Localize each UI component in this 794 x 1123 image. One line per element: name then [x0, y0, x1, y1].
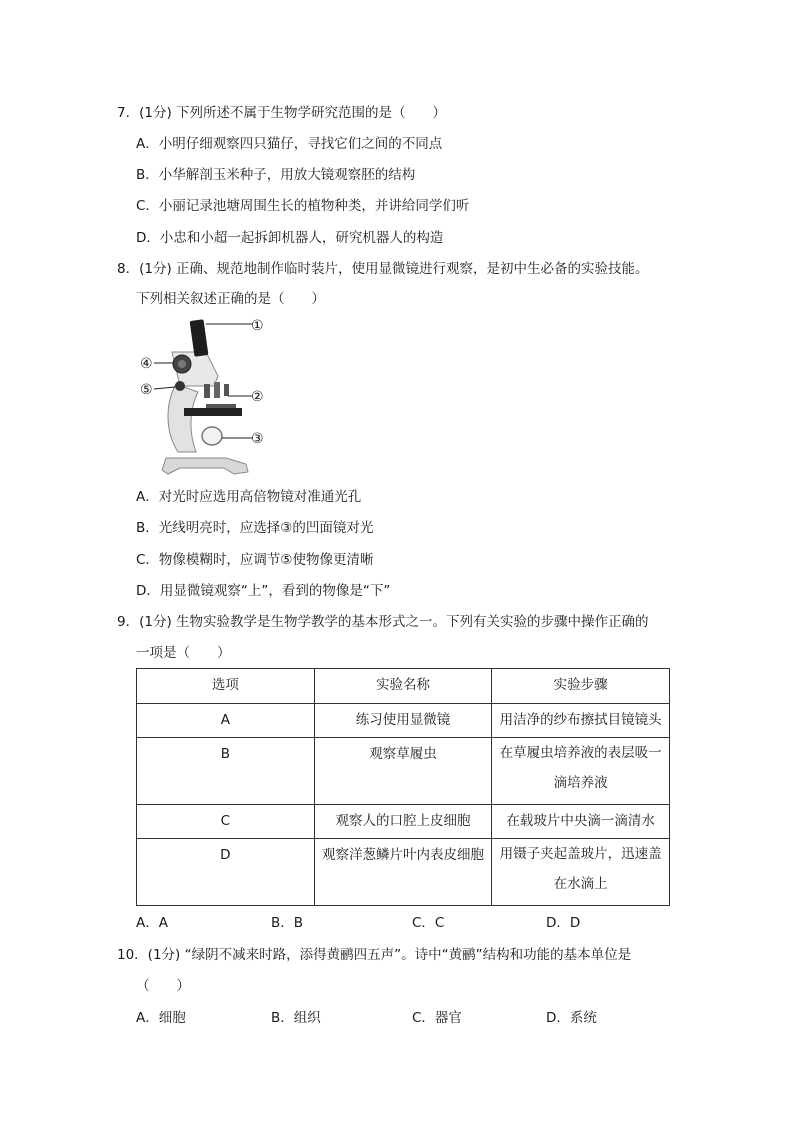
question-9-option-d: D．D [546, 915, 581, 931]
question-9-option-a: A．A [136, 915, 168, 931]
table-cell: C [137, 805, 315, 839]
table-cell: B [137, 738, 315, 805]
question-10-option-d: D．系统 [546, 1010, 597, 1026]
table-header-row [137, 669, 670, 704]
table-cell: 观察人的口腔上皮细胞 [314, 805, 492, 839]
question-7-option-d: D．小忠和小超一起拆卸机器人，研究机器人的构造 [136, 230, 444, 246]
question-8-option-b: B．光线明亮时，应选择③的凹面镜对光 [136, 520, 374, 536]
table-cell [492, 839, 670, 906]
question-9-option-b: B．B [271, 915, 304, 931]
table-header-cell: 实验步骤 [492, 669, 670, 704]
question-7-option-c: C．小丽记录池塘周围生长的植物种类，并讲给同学们听 [136, 198, 470, 214]
table-row [137, 704, 670, 738]
question-10-option-b: B．组织 [271, 1010, 321, 1026]
table-cell: 观察草履虫 [314, 738, 492, 805]
table-cell [492, 738, 670, 805]
label-2: ② [251, 389, 264, 405]
question-8-option-d: D．用显微镜观察“上”，看到的物像是“下” [136, 583, 391, 599]
table-cell-line: 在水滴上 [553, 876, 608, 892]
question-8-option-c: C．物像模糊时，应调节⑤使物像更清晰 [136, 552, 374, 568]
question-10-option-a: A．细胞 [136, 1010, 186, 1026]
table-row [137, 738, 670, 805]
question-9-option-c: C．C [412, 915, 445, 931]
table-header-cell: 实验名称 [314, 669, 492, 704]
label-3: ③ [251, 431, 264, 447]
question-10-option-c: C．器官 [412, 1010, 462, 1026]
question-8-stem-continued: 下列相关叙述正确的是（ ） [136, 291, 325, 307]
table-cell: 练习使用显微镜 [314, 704, 492, 738]
table-cell: A [137, 704, 315, 738]
question-7-stem: 7．(1分) 下列所述不属于生物学研究范围的是（ ） [117, 105, 447, 121]
table-cell-line: 用镊子夹起盖玻片，迅速盖 [499, 846, 662, 862]
table-cell: 在载玻片中央滴一滴清水 [492, 805, 670, 839]
question-9-stem: 9．(1分) 生物实验教学是生物学教学的基本形式之一。下列有关实验的步骤中操作正确的 [117, 614, 649, 630]
label-5: ⑤ [140, 382, 153, 398]
table-row [137, 805, 670, 839]
question-8-stem: 8．(1分) 正确、规范地制作临时装片，使用显微镜进行观察，是初中生必备的实验技能。 [117, 261, 649, 277]
table-header-cell: 选项 [137, 669, 315, 704]
table-cell-line: 在草履虫培养液的表层吸一 [499, 745, 662, 761]
question-10-stem-continued: （ ） [136, 978, 190, 994]
table-cell-line: 滴培养液 [553, 775, 608, 791]
question-7-option-a: A．小明仔细观察四只猫仔，寻找它们之间的不同点 [136, 136, 443, 152]
question-8-option-a: A．对光时应选用高倍物镜对准通光孔 [136, 489, 362, 505]
experiment-table [136, 668, 670, 906]
table-cell: 用洁净的纱布擦拭目镜镜头 [492, 704, 670, 738]
question-7-option-b: B．小华解剖玉米种子，用放大镜观察胚的结构 [136, 167, 416, 183]
table-cell: D [137, 839, 315, 906]
table-row [137, 839, 670, 906]
table-cell: 观察洋葱鳞片叶内表皮细胞 [314, 839, 492, 906]
label-4: ④ [140, 356, 153, 372]
label-1: ① [251, 318, 264, 334]
question-9-stem-continued: 一项是（ ） [136, 645, 231, 661]
question-10-stem: 10．(1分) “绿阴不减来时路，添得黄鹂四五声”。诗中“黄鹂”结构和功能的基本单位是 [117, 947, 632, 963]
